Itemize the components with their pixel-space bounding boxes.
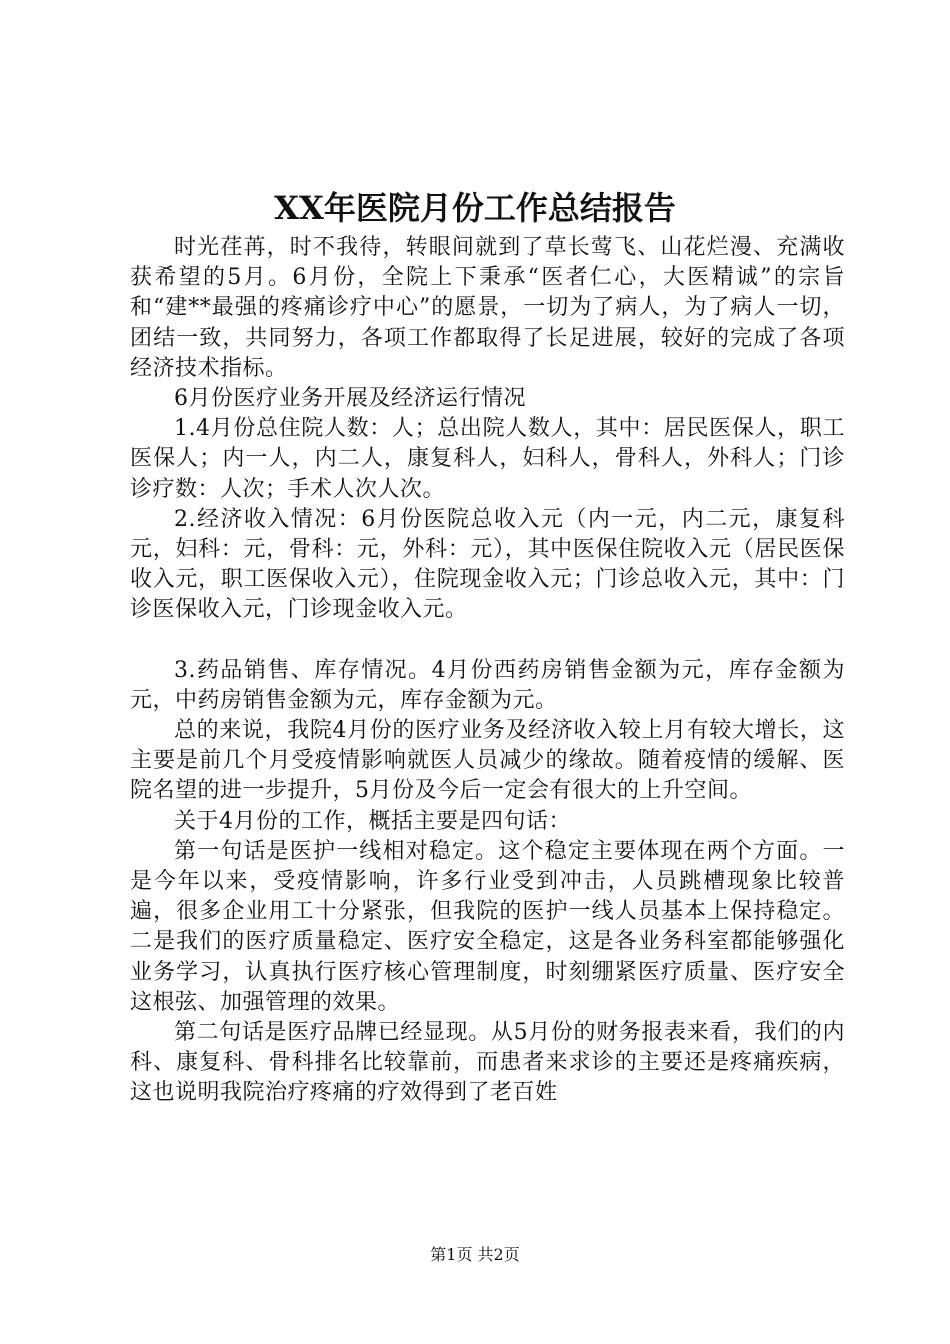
paragraph-section-heading: 6月份医疗业务开展及经济运行情况 xyxy=(174,386,526,412)
paragraph-drug-sales: 3.药品销售、库存情况。4月份西药房销售金额为元，库存金额为元，中药房销售金额为元，库存金额为元。 xyxy=(130,657,845,713)
paragraph-income: 2.经济收入情况：6月份医院总收入元（内一元，内二元，康复科元，妇科：元，骨科：元，外科：元），其中医保住院收入元（居民医保收入元，职工医保收入元），住院现金收入元；门诊总收入元，其中：门诊医保收入元，门诊现金收入元。 xyxy=(130,506,845,623)
paragraph-inpatient-stats: 1.4月份总住院人数：人；总出院人数人，其中：居民医保人，职工医保人；内一人，内二人，康复科人，妇科人，骨科人，外科人；门诊诊疗数：人次；手术人次人次。 xyxy=(130,416,845,502)
document-body xyxy=(130,233,845,1109)
paragraph-intro: 时光荏苒，时不我待，转眼间就到了草长莺飞、山花烂漫、充满收获希望的5月。6月份，全院上下秉承“医者仁心，大医精诚”的宗旨和“建**最强的疼痛诊疗中心”的愿景，一切为了病人，为了病人一切，团结一致，共同努力，各项工作都取得了长足进展，较好的完成了各项经济技术指标。 xyxy=(130,235,845,381)
paragraph-point-one: 第一句话是医护一线相对稳定。这个稳定主要体现在两个方面。一是今年以来，受疫情影响，许多行业受到冲击，人员跳槽现象比较普遍，很多企业用工十分紧张，但我院的医护一线人员基本上保持稳定。二是我们的医疗质量稳定、医疗安全稳定，这是各业务科室都能够强化业务学习，认真执行医疗核心管理制度，时刻绷紧医疗质量、医疗安全这根弦、加强管理的效果。 xyxy=(130,838,845,1015)
page-footer: 第1页 共2页 xyxy=(430,1245,520,1264)
paragraph-point-two: 第二句话是医疗品牌已经显现。从5月份的财务报表来看，我们的内科、康复科、骨科排名比较靠前，而患者来求诊的主要还是疼痛疾病，这也说明我院治疗疼痛的疗效得到了老百姓 xyxy=(130,1020,845,1106)
paragraph-summary: 总的来说，我院4月份的医疗业务及经济收入较上月有较大增长，这主要是前几个月受疫情影响就医人员减少的缘故。随着疫情的缓解、医院名望的进一步提升，5月份及今后一定会有很大的上升空间。 xyxy=(130,718,845,804)
paragraph-work-overview: 关于4月份的工作，概括主要是四句话： xyxy=(174,808,571,834)
document-title: XX年医院月份工作总结报告 xyxy=(274,189,676,227)
